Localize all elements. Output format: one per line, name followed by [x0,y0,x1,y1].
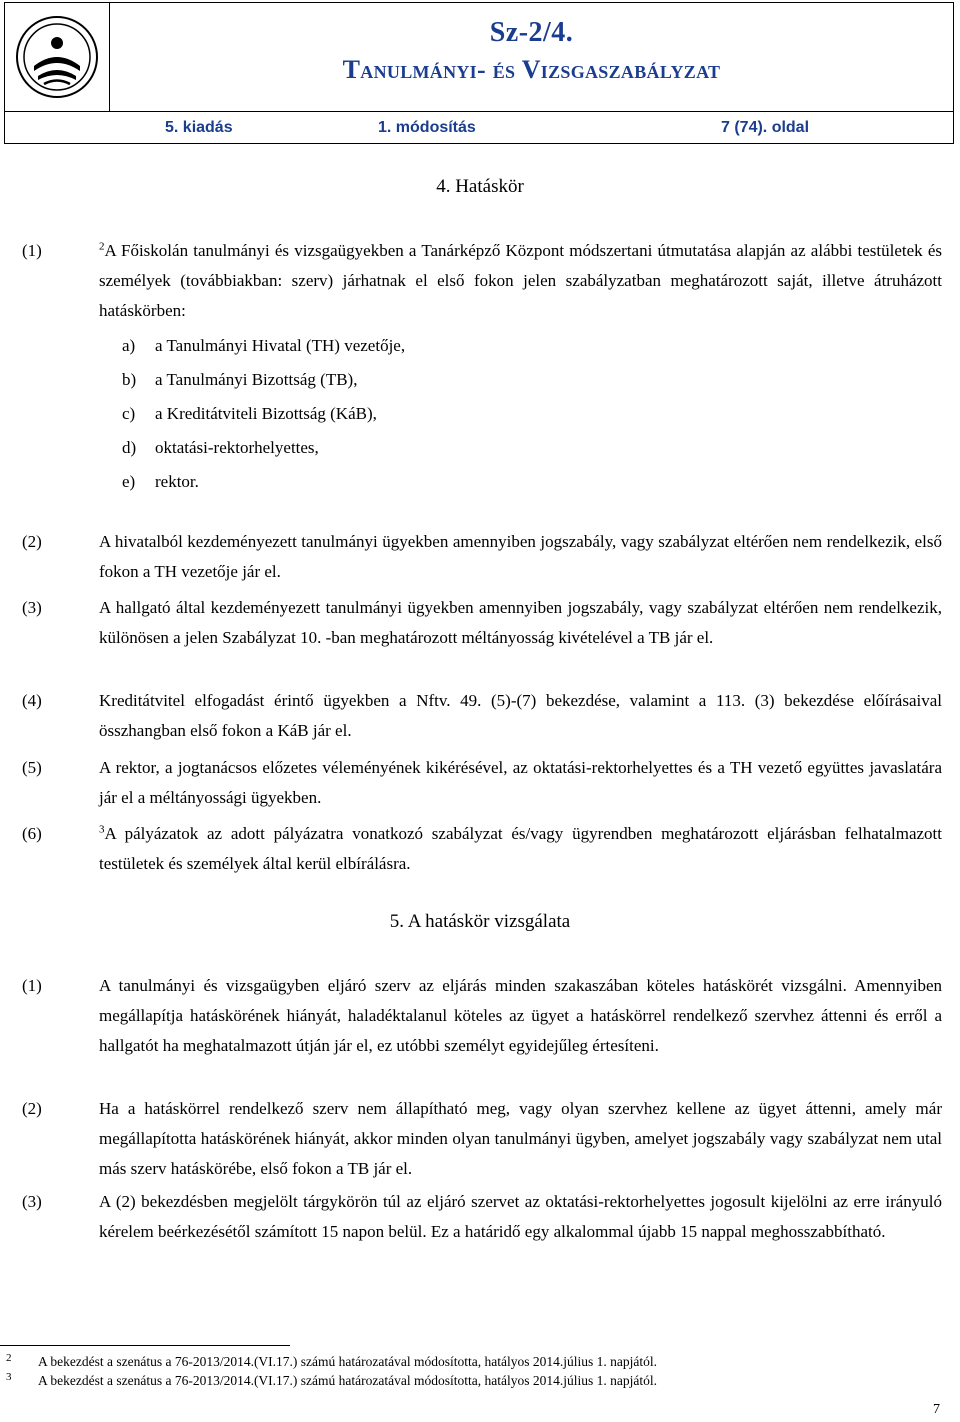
list-item: b) a Tanulmányi Bizottság (TB), [122,370,358,389]
section-4-paragraph-4: (4) Kreditátvitel elfogadást érintő ügyekben a Nftv. 49. (5)-(7) bekezdése, valamint a 113. (3) bekezdése előírásaival összhangban első fokon a KáB jár el. [22,686,942,746]
section-4-paragraph-3: (3) A hallgató által kezdeményezett tanulmányi ügyekben amennyiben jogszabály, vagy szabályzat eltérően nem rendelkezik, különösen a jelen Szabályzat 10. -ban meghatározott méltányosság kivételével a TB jár el. [22,593,942,653]
paragraph-text: A hallgató által kezdeményezett tanulmányi ügyekben amennyiben jogszabály, vagy szabályzat eltérően nem rendelkezik, különösen a jelen Szabályzat 10. -ban meghatározott méltányosság kivételével a TB jár el. [99,598,942,647]
paragraph-text: A tanulmányi és vizsgaügyben eljáró szerv az eljárás minden szakaszában köteles hatáskörét vizsgálni. Amennyiben megállapítja hatáskörének hiányát, haladéktalanul köteles az ügyet a hatáskörrel rendelkező szervhez áttenni és erről a hallgatót ha meghatalmazott útján jár el, ez utóbbi személyt egyidejűleg értesíteni. [99,976,942,1055]
page-number: 7 [933,1402,940,1417]
institution-logo [5,3,110,111]
header-title-block [110,3,953,111]
footnote: 3 A bekezdést a szenátus a 76-2013/2014.(VI.17.) számú határozatával módosította, hatályos 2014.július 1. napjától. [6,1371,657,1388]
footnote-divider [0,1345,290,1346]
paragraph-text: A pályázatok az adott pályázatra vonatkozó szabályzat és/vagy ügyrendben meghatározott eljárásban felhatalmazott testületek és személyek által kerül elbírálásra. [99,824,942,873]
footnotes [0,1352,657,1390]
section-4-paragraph-5: (5) A rektor, a jogtanácsos előzetes véleményének kikérésével, az oktatási-rektorhelyettes és a TH vezető együttes javaslatára jár el a méltányossági ügyekben. [22,753,942,813]
paragraph-number: (1) [22,241,42,260]
list-item: d) oktatási-rektorhelyettes, [122,438,319,457]
document-title: Tanulmányi- és Vizsgaszabályzat [342,55,721,84]
section-5-paragraph-2: (2) Ha a hatáskörrel rendelkező szerv nem állapítható meg, vagy olyan szervhez kellene az ügyet áttenni, amely már megállapította hatáskörének hiányát, akkor minden olyan tanulmányi ügyben, amelyet jogszabály vagy szabályzat nem utal más szerv hatáskörébe, első fokon a TB jár el. [22,1094,942,1184]
section-4-paragraph-1 [22,236,942,326]
list-item: e) rektor. [122,472,199,491]
section-5-title: 5. A hatáskör vizsgálata [389,911,571,932]
section-4-paragraph-2: (2) A hivatalból kezdeményezett tanulmányi ügyekben amennyiben jogszabály, vagy szabályzat eltérően nem rendelkezik, első fokon a TH vezetője jár el. [22,527,942,587]
list-item: a) a Tanulmányi Hivatal (TH) vezetője, [122,336,406,355]
section-4-paragraph-6: (6) $^3$A pályázatok az adott pályázatra vonatkozó szabályzat és/vagy ügyrendben meghatározott eljárásban felhatalmazott testületek és személyek által kerül elbírálásra. [22,823,942,873]
paragraph-text: A hivatalból kezdeményezett tanulmányi ügyekben amennyiben jogszabály, vagy szabályzat eltérően nem rendelkezik, első fokon a TH vezetője jár el. [99,532,942,581]
paragraph-text: Ha a hatáskörrel rendelkező szerv nem állapítható meg, vagy olyan szervhez kellene az ügyet áttenni, amely már megállapította hatáskörének hiányát, akkor minden olyan tanulmányi ügyben, amelyet jogszabály vagy szabályzat nem utal más szerv hatáskörébe, első fokon a TB jár el. [99,1099,942,1178]
footnote: 2 A bekezdést a szenátus a 76-2013/2014.(VI.17.) számú határozatával módosította, hatályos 2014.július 1. napjától. [6,1352,657,1369]
paragraph-text: Kreditátvitel elfogadást érintő ügyekben a Nftv. 49. (5)-(7) bekezdése, valamint a 113. (3) bekezdése előírásaival összhangban első fokon a KáB jár el. [99,691,942,740]
section-5-paragraph-1: (1) A tanulmányi és vizsgaügyben eljáró szerv az eljárás minden szakaszában köteles hatáskörét vizsgálni. Amennyiben megállapítja hatáskörének hiányát, haladéktalanul köteles az ügyet a hatáskörrel rendelkező szervhez áttenni és erről a hallgatót ha meghatalmazott útján jár el, ez utóbbi személyt egyidejűleg értesíteni. [22,971,942,1061]
footnote-marker: 3 [99,823,105,836]
document-header [4,2,954,144]
paragraph-text: A rektor, a jogtanácsos előzetes véleményének kikérésével, az oktatási-rektorhelyettes és a TH vezető együttes javaslatára jár el a méltányossági ügyekben. [99,758,942,807]
footnote-marker: 2 [99,240,105,253]
logo-emblem-icon [14,14,100,100]
revision-label: 1. módosítás [378,119,476,136]
paragraph-text: A (2) bekezdésben megjelölt tárgykörön túl az eljáró szervet az oktatási-rektorhelyettes jogosult kijelölni az erre irányuló kérelem beérkezésétől számított 15 napon belül. Ez a határidő egy alkalommal újabb 15 nappal meghosszabbítható. [99,1192,942,1241]
section-4-title: 4. Hatáskör [436,176,524,197]
page-label: 7 (74). oldal [721,119,810,136]
edition-label: 5. kiadás [165,119,233,136]
document-code: Sz-2/4. [489,17,574,48]
authority-list [122,329,405,499]
list-item: c) a Kreditátviteli Bizottság (KáB), [122,404,377,423]
section-5-paragraph-3: (3) A (2) bekezdésben megjelölt tárgykörön túl az eljáró szervet az oktatási-rektorhelyettes jogosult kijelölni az erre irányuló kérelem beérkezésétől számított 15 napon belül. Ez a határidő egy alkalommal újabb 15 nappal meghosszabbítható. [22,1187,942,1247]
header-meta-row [5,111,953,144]
paragraph-text: A Főiskolán tanulmányi és vizsgaügyekben a Tanárképző Központ módszertani útmutatása alapján az alábbi testületek és személyek (továbbiakban: szerv) járhatnak el első fokon jelen szabályzatban meghatározott saját, illetve átruházott hatáskörben: [99,241,942,320]
